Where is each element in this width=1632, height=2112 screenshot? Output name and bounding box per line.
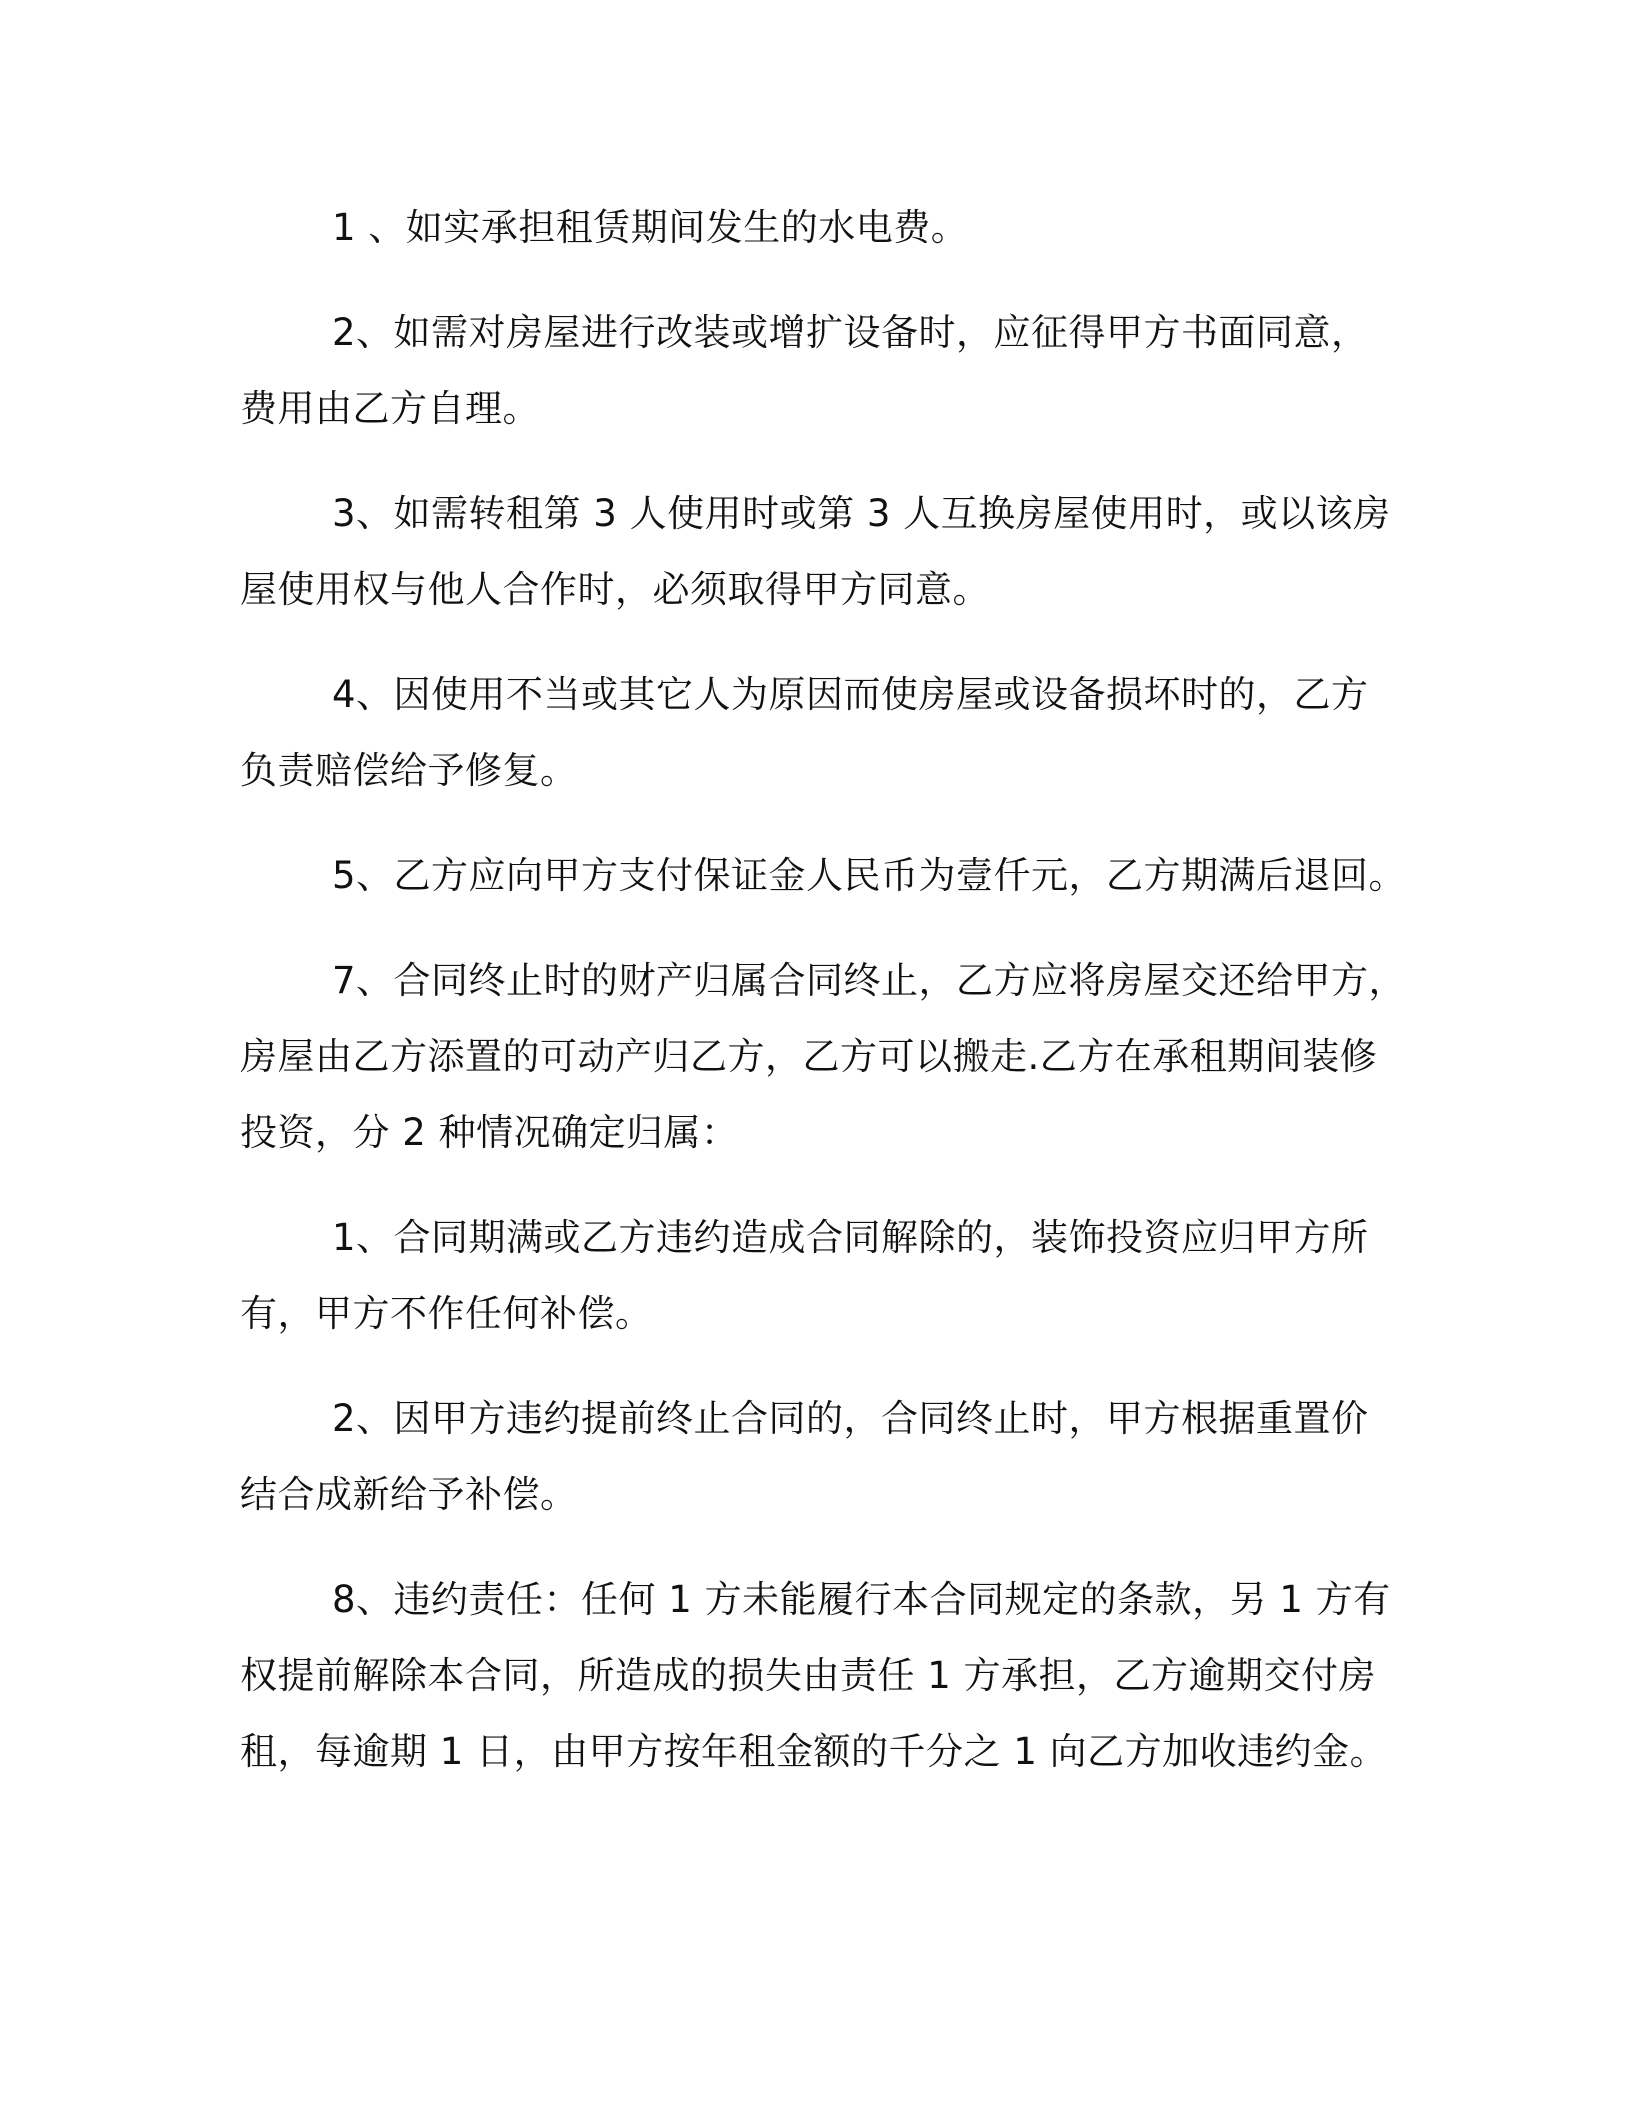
paragraph	[240, 476, 1390, 628]
text-line: 费用由乙方自理。	[240, 387, 540, 430]
text-line: 3、如需转租第 3 人使用时或第 3 人互换房屋使用时，或以该房	[332, 492, 1391, 535]
paragraph	[240, 295, 1390, 447]
text-line: 投资，分 2 种情况确定归属：	[240, 1111, 739, 1154]
text-line: 负责赔偿给予修复。	[240, 749, 578, 792]
document-body	[240, 190, 1407, 1819]
text-line: 7、合同终止时的财产归属合同终止，乙方应将房屋交还给甲方，	[332, 959, 1407, 1002]
text-line: 有，甲方不作任何补偿。	[240, 1292, 653, 1335]
text-line: 房屋由乙方添置的可动产归乙方，乙方可以搬走.乙方在承租期间装修	[240, 1035, 1378, 1078]
text-line: 屋使用权与他人合作时，必须取得甲方同意。	[240, 568, 990, 611]
paragraph	[240, 190, 1390, 266]
text-line: 租，每逾期 1 日，由甲方按年租金额的千分之 1 向乙方加收违约金。	[240, 1730, 1388, 1773]
text-line: 结合成新给予补偿。	[240, 1473, 578, 1516]
paragraph	[240, 657, 1390, 809]
paragraph	[240, 1200, 1390, 1352]
text-line: 权提前解除本合同，所造成的损失由责任 1 方承担，乙方逾期交付房	[240, 1654, 1377, 1697]
text-line: 2、如需对房屋进行改装或增扩设备时，应征得甲方书面同意，	[332, 311, 1369, 354]
paragraph	[240, 1381, 1390, 1533]
text-line: 2、因甲方违约提前终止合同的，合同终止时，甲方根据重置价	[332, 1397, 1369, 1440]
paragraph	[240, 943, 1407, 1171]
text-line: 1 、如实承担租赁期间发生的水电费。	[332, 206, 969, 249]
text-line: 4、因使用不当或其它人为原因而使房屋或设备损坏时的，乙方	[332, 673, 1369, 716]
paragraph	[240, 838, 1407, 914]
paragraph	[240, 1562, 1390, 1790]
text-line: 8、违约责任：任何 1 方未能履行本合同规定的条款，另 1 方有	[332, 1578, 1391, 1621]
text-line: 5、乙方应向甲方支付保证金人民币为壹仟元，乙方期满后退回。	[332, 854, 1407, 897]
text-line: 1、合同期满或乙方违约造成合同解除的，装饰投资应归甲方所	[332, 1216, 1369, 1259]
